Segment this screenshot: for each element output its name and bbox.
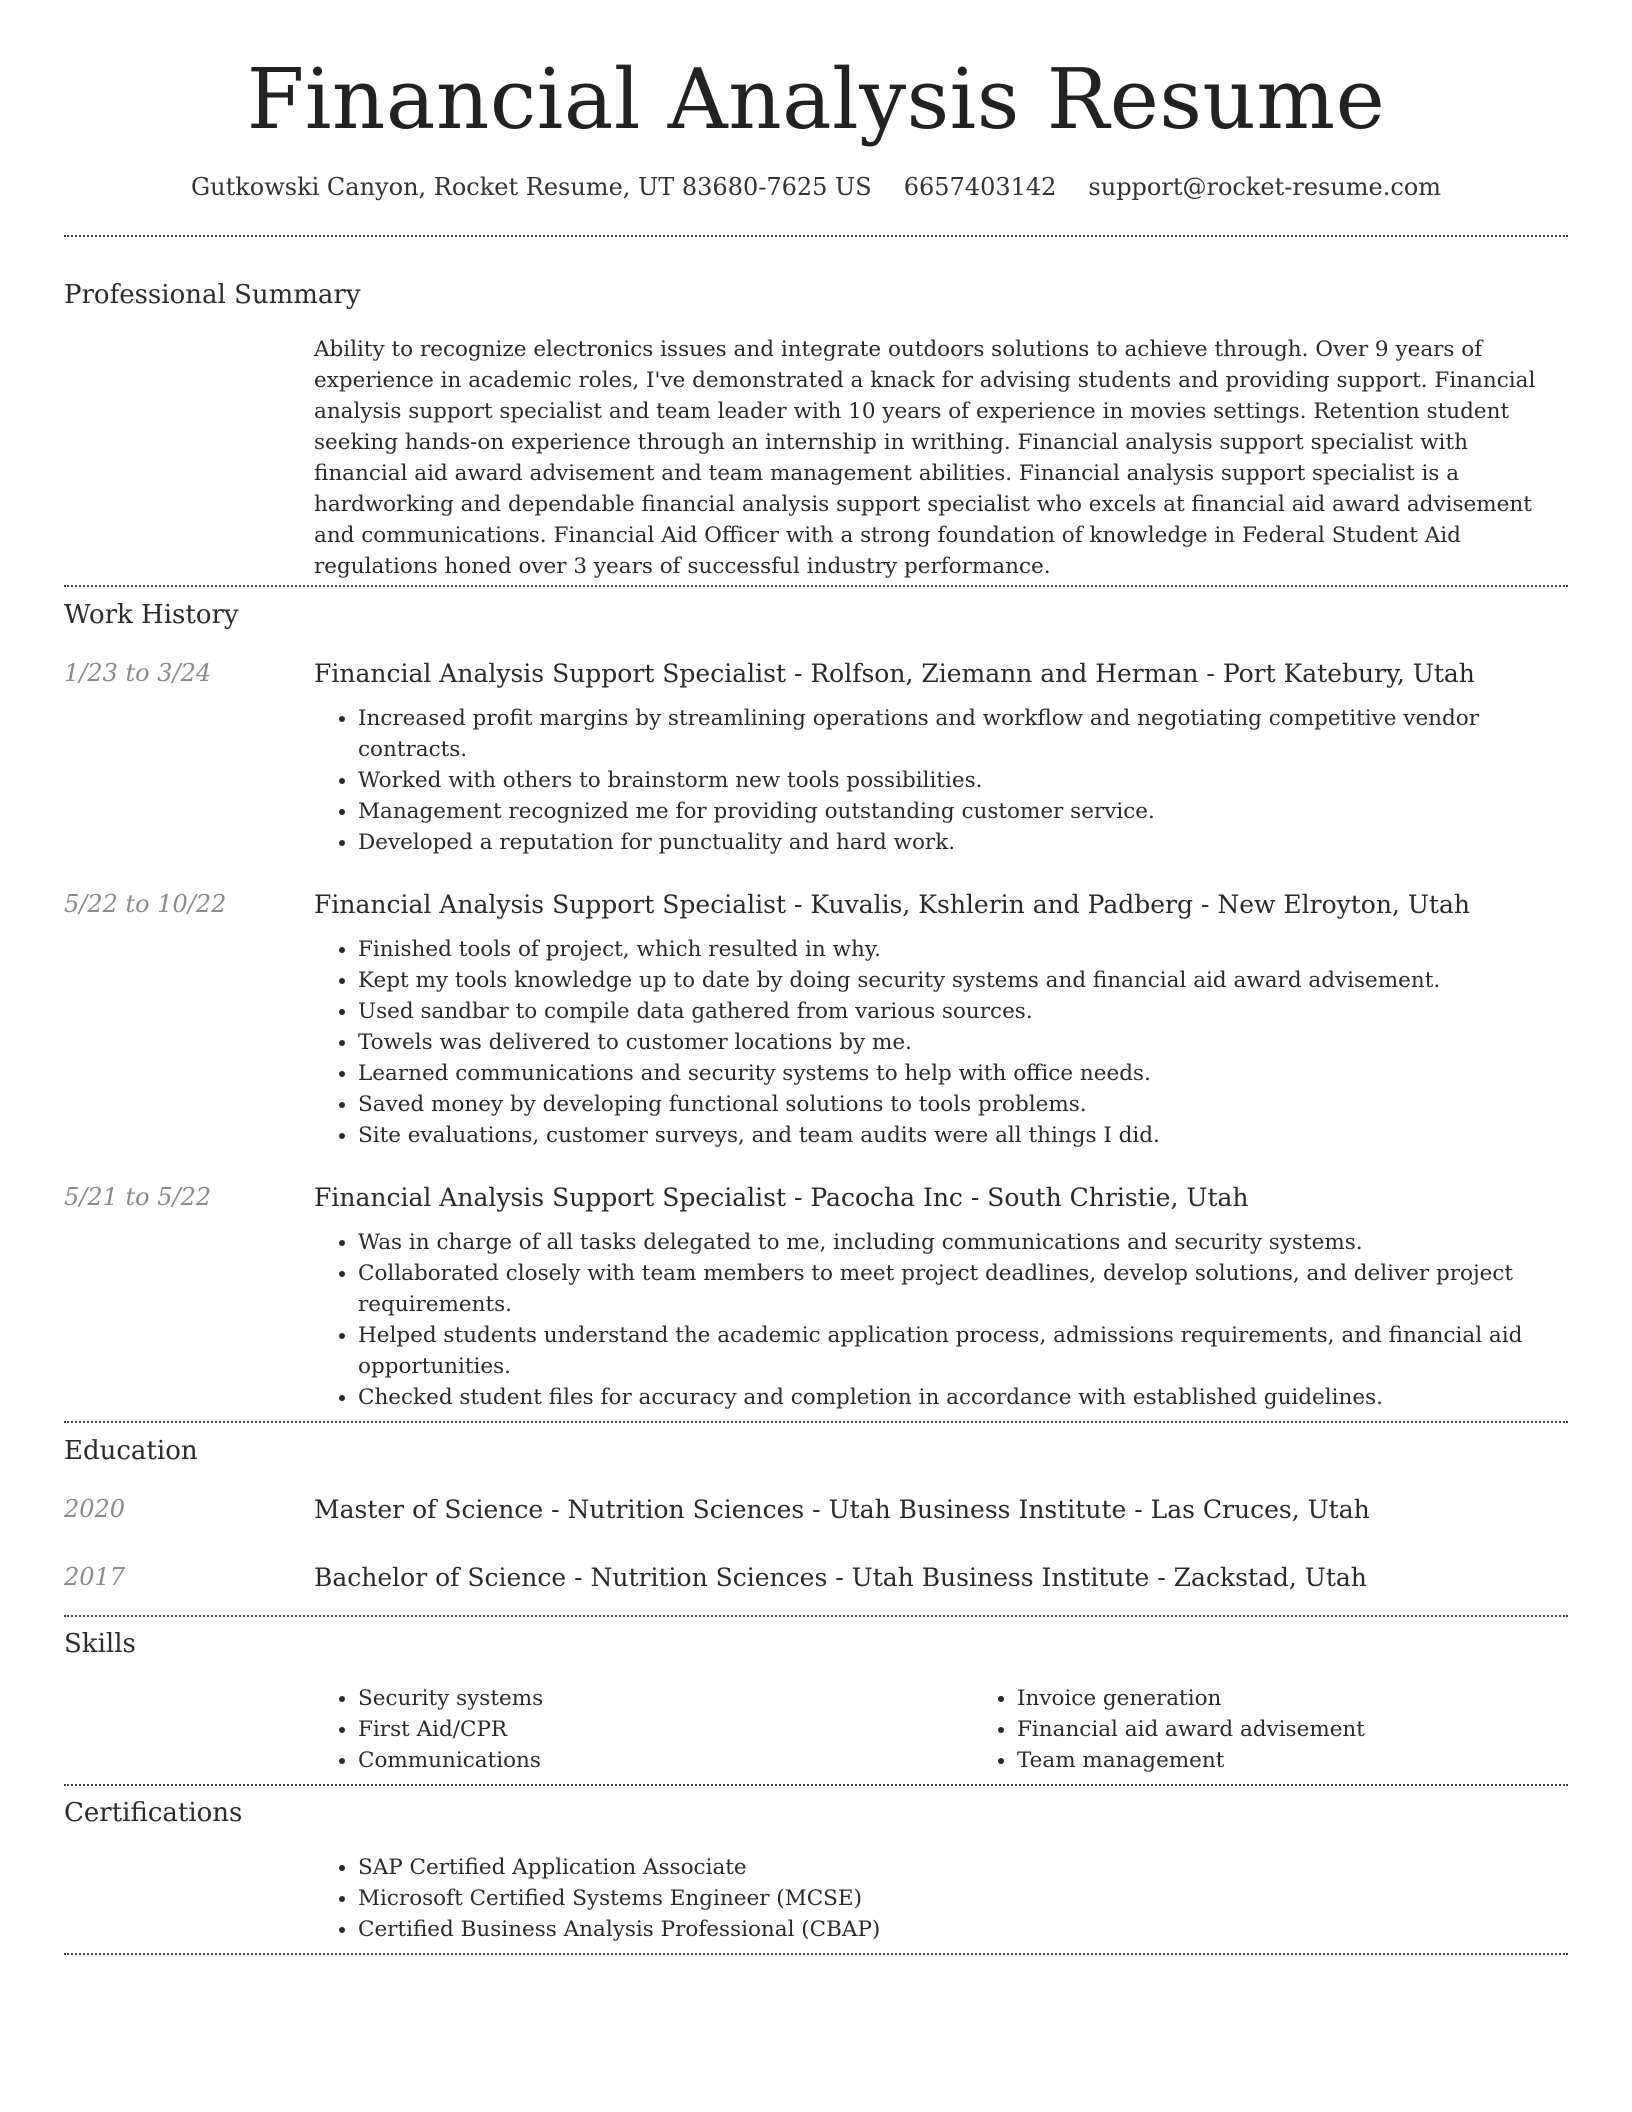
job-dates: 5/21 to 5/22	[64, 1183, 212, 1211]
list-item: • Worked with others to brainstorm new tools possibilities.	[358, 765, 1568, 796]
skills-list-left	[314, 1683, 973, 1776]
job-entry	[64, 1185, 1568, 1413]
education-entry	[64, 1497, 1568, 1522]
contact-email: support@rocket-resume.com	[1088, 173, 1442, 201]
education-degree: Master of Science - Nutrition Sciences - Utah Business Institute - Las Cruces, Utah	[314, 1495, 1370, 1524]
work-section	[64, 602, 1568, 1413]
education-section	[64, 1438, 1568, 1590]
education-year: 2017	[64, 1563, 126, 1591]
job-entry	[64, 661, 1568, 858]
divider	[64, 1615, 1568, 1617]
certifications-list	[314, 1852, 1568, 1945]
list-item: • Towels was delivered to customer locations by me.	[358, 1027, 1568, 1058]
education-degree: Bachelor of Science - Nutrition Sciences - Utah Business Institute - Zackstad, Utah	[314, 1563, 1367, 1592]
job-entry	[64, 892, 1568, 1151]
job-dates: 5/22 to 10/22	[64, 890, 227, 918]
contact-phone: 6657403142	[903, 173, 1057, 201]
list-item: • Was in charge of all tasks delegated to me, including communications and security systems.	[358, 1227, 1568, 1258]
list-item: • Security systems	[358, 1683, 973, 1714]
list-item: • Saved money by developing functional solutions to tools problems.	[358, 1089, 1568, 1120]
list-item: • Financial aid award advisement	[1017, 1714, 1632, 1745]
list-item: • Helped students understand the academic application process, admissions requirements, and financial aid opportunities.	[358, 1320, 1568, 1382]
divider	[64, 1953, 1568, 1955]
certifications-section	[64, 1800, 1568, 1945]
summary-text: Ability to recognize electronics issues and integrate outdoors solutions to achieve through. Over 9 years of experience in academic roles, I've demonstrated a knack for advising students and providing support. Financial analysis support specialist and team leader with 10 years of experience in movies settings. Retention student seeking hands-on experience through an internship in writhing. Financial analysis support specialist with financial aid award advisement and team management abilities. Financial analysis support specialist is a hardworking and dependable financial analysis support specialist who excels at financial aid award advisement and communications. Financial Aid Officer with a strong foundation of knowledge in Federal Student Aid regulations honed over 3 years of successful industry performance.	[314, 337, 1536, 579]
section-heading-education: Education	[64, 1436, 198, 1466]
section-heading-skills: Skills	[64, 1629, 136, 1659]
skills-section	[64, 1631, 1568, 1776]
list-item: • Kept my tools knowledge up to date by doing security systems and financial aid award advisement.	[358, 965, 1568, 996]
section-heading-summary: Professional Summary	[64, 280, 361, 310]
education-year: 2020	[64, 1495, 126, 1523]
job-dates: 1/23 to 3/24	[64, 659, 212, 687]
section-heading-certifications: Certifications	[64, 1798, 243, 1828]
list-item: • Finished tools of project, which resulted in why.	[358, 934, 1568, 965]
list-item: • Invoice generation	[1017, 1683, 1632, 1714]
job-title: Financial Analysis Support Specialist - Kuvalis, Kshlerin and Padberg - New Elroyton, Utah	[314, 890, 1470, 919]
list-item: • Management recognized me for providing outstanding customer service.	[358, 796, 1568, 827]
job-bullets	[314, 934, 1568, 1151]
job-title: Financial Analysis Support Specialist - Pacocha Inc - South Christie, Utah	[314, 1183, 1249, 1212]
list-item: • Microsoft Certified Systems Engineer (MCSE)	[358, 1883, 1568, 1914]
list-item: • Developed a reputation for punctuality and hard work.	[358, 827, 1568, 858]
list-item: • Team management	[1017, 1745, 1632, 1776]
education-entry	[64, 1565, 1568, 1590]
list-item: • Learned communications and security systems to help with office needs.	[358, 1058, 1568, 1089]
job-title: Financial Analysis Support Specialist - Rolfson, Ziemann and Herman - Port Katebury, Utah	[314, 659, 1475, 688]
list-item: • Collaborated closely with team members to meet project deadlines, develop solutions, and deliver project requirements.	[358, 1258, 1568, 1320]
job-bullets	[314, 1227, 1568, 1413]
list-item: • Site evaluations, customer surveys, and team audits were all things I did.	[358, 1120, 1568, 1151]
job-bullets	[314, 703, 1568, 858]
list-item: • First Aid/CPR	[358, 1714, 973, 1745]
divider	[64, 235, 1568, 237]
contact-address: Gutkowski Canyon, Rocket Resume, UT 83680-7625 US	[190, 173, 872, 201]
contact-line	[64, 175, 1568, 199]
divider	[64, 1784, 1568, 1786]
list-item: • Communications	[358, 1745, 973, 1776]
list-item: • Increased profit margins by streamlining operations and workflow and negotiating competitive vendor contracts.	[358, 703, 1568, 765]
skills-list-right	[973, 1683, 1632, 1776]
list-item: • Certified Business Analysis Professional (CBAP)	[358, 1914, 1568, 1945]
list-item: • Used sandbar to compile data gathered from various sources.	[358, 996, 1568, 1027]
list-item: • SAP Certified Application Associate	[358, 1852, 1568, 1883]
resume-title: Financial Analysis Resume	[246, 51, 1386, 148]
summary-section	[64, 282, 1568, 582]
divider	[64, 585, 1568, 587]
list-item: • Checked student files for accuracy and completion in accordance with established guidelines.	[358, 1382, 1568, 1413]
section-heading-work: Work History	[64, 600, 239, 630]
divider	[64, 1421, 1568, 1423]
